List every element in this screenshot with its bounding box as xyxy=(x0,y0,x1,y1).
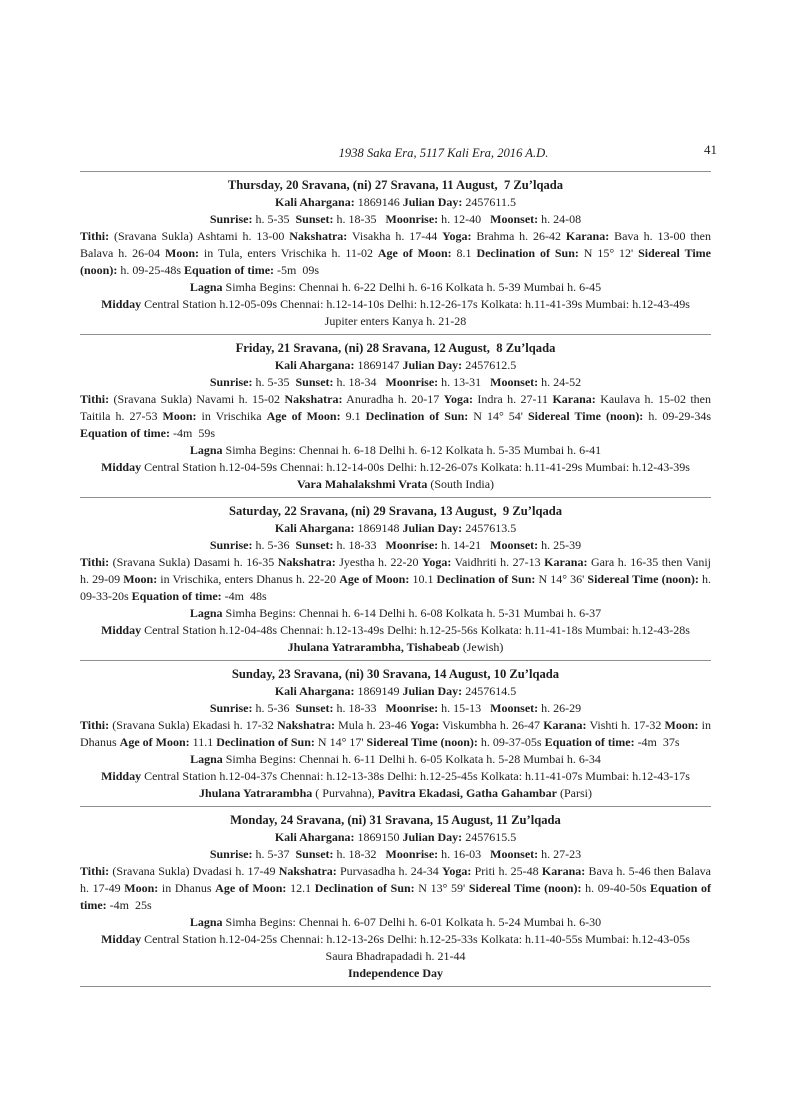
entry-title: Saturday, 22 Sravana, (ni) 29 Sravana, 13 August, 9 Zu’lqada xyxy=(228,504,563,518)
lagna-line xyxy=(80,605,711,622)
label-segment: Nakshatra: xyxy=(277,555,336,569)
value-segment: Priti h. 25-48 xyxy=(471,864,542,878)
label-segment: Midday xyxy=(101,932,142,946)
label-segment: Age of Moon: xyxy=(119,735,190,749)
value-segment: Bava h. 13-00 then Balava h. 26-04 xyxy=(80,229,714,260)
label-segment: Yoga: xyxy=(442,229,472,243)
label-segment: Yoga: xyxy=(409,718,440,732)
value-segment: (Sravana Sukla) Ekadasi h. 17-32 xyxy=(109,718,277,732)
value-segment: 2457614.5 xyxy=(462,684,517,698)
kali-julian-line xyxy=(80,194,711,211)
label-segment: Kali Ahargana: xyxy=(274,358,355,372)
value-segment: Gara h. 16-35 then Vanij h. 29-09 xyxy=(80,555,714,586)
value-segment: Central Station h.12-04-59s Chennai: h.12-14-00s Delhi: h.12-26-07s Kolkata: h.11-41-29s Mumbai: h.12-43-39s xyxy=(141,460,690,474)
value-segment: h. 18-33 xyxy=(333,701,386,715)
event-line xyxy=(80,948,711,965)
value-segment: Jupiter enters Kanya h. 21-28 xyxy=(324,314,467,328)
value-segment: ( Purvahna), xyxy=(312,786,378,800)
label-segment: Pavitra Ekadasi, Gatha Gahambar xyxy=(377,786,557,800)
label-segment: Moonrise: xyxy=(385,212,439,226)
value-segment: h. 09-37-05s xyxy=(477,735,545,749)
label-segment: Sunrise: xyxy=(209,212,253,226)
value-segment: N 13° 59' xyxy=(414,881,469,895)
event-line xyxy=(80,639,711,656)
panchanga-paragraph xyxy=(80,717,714,751)
label-segment: Yoga: xyxy=(442,864,472,878)
label-segment: Equation of time: xyxy=(184,263,275,277)
value-segment: h. 5-37 xyxy=(252,847,296,861)
entry-title: Monday, 24 Sravana, (ni) 31 Sravana, 15 August, 11 Zu’lqada xyxy=(230,813,561,827)
label-segment: Moonset: xyxy=(490,212,539,226)
label-segment: Sidereal Time (noon): xyxy=(587,572,699,586)
label-segment: Equation of time: xyxy=(80,426,170,440)
value-segment: (South India) xyxy=(427,477,495,491)
kali-julian-line xyxy=(80,683,711,700)
label-segment: Sunset: xyxy=(295,847,334,861)
label-segment: Julian Day: xyxy=(402,358,463,372)
value-segment: h. 18-33 xyxy=(333,538,386,552)
midday-line xyxy=(80,459,711,476)
label-segment: Declination of Sun: xyxy=(314,881,415,895)
entry-title: Thursday, 20 Sravana, (ni) 27 Sravana, 11 August, 7 Zu’lqada xyxy=(227,178,564,192)
value-segment: 2457611.5 xyxy=(462,195,516,209)
label-segment: Karana: xyxy=(544,555,588,569)
value-segment: (Jewish) xyxy=(459,640,504,654)
label-segment: Moon: xyxy=(165,246,199,260)
value-segment: (Sravana Sukla) Ashtami h. 13-00 xyxy=(109,229,290,243)
label-segment: Moon: xyxy=(123,572,158,586)
value-segment: h. 09-40-50s xyxy=(581,881,651,895)
label-segment: Moonset: xyxy=(490,375,539,389)
label-segment: Sidereal Time (noon): xyxy=(366,735,478,749)
label-segment: Sunset: xyxy=(295,375,334,389)
value-segment: 1869148 xyxy=(354,521,403,535)
value-segment: Simha Begins: Chennai h. 6-07 Delhi h. 6-01 Kolkata h. 5-24 Mumbai h. 6-30 xyxy=(222,915,602,929)
rise-set-line xyxy=(80,211,711,228)
label-segment: Sunrise: xyxy=(209,847,253,861)
value-segment: h. 24-08 xyxy=(538,212,582,226)
label-segment: Declination of Sun: xyxy=(216,735,315,749)
value-segment: N 14° 54' xyxy=(468,409,528,423)
event-line xyxy=(80,476,711,493)
value-segment: Simha Begins: Chennai h. 6-22 Delhi h. 6-16 Kolkata h. 5-39 Mumbai h. 6-45 xyxy=(222,280,602,294)
label-segment: Sidereal Time (noon): xyxy=(468,881,582,895)
page-header xyxy=(80,142,717,166)
value-segment: 8.1 xyxy=(451,246,477,260)
lagna-line xyxy=(80,751,711,768)
label-segment: Moon: xyxy=(162,409,197,423)
value-segment: 2457612.5 xyxy=(462,358,517,372)
lagna-line xyxy=(80,279,711,296)
midday-line xyxy=(80,622,711,639)
value-segment: N 15° 12' xyxy=(578,246,639,260)
value-segment: Viskumbha h. 26-47 xyxy=(439,718,544,732)
value-segment: 1869149 xyxy=(354,684,403,698)
label-segment: Declination of Sun: xyxy=(476,246,579,260)
value-segment: Bava h. 5-46 then Balava h. 17-49 xyxy=(80,864,714,895)
value-segment: in Tula, enters Vrischika h. 11-02 xyxy=(199,246,378,260)
label-segment: Tithi: xyxy=(80,229,110,243)
value-segment: N 14° 36' xyxy=(535,572,588,586)
label-segment: Declination of Sun: xyxy=(365,409,469,423)
label-segment: Lagna xyxy=(190,752,223,766)
value-segment: Anuradha h. 20-17 xyxy=(342,392,444,406)
label-segment: Nakshatra: xyxy=(276,718,335,732)
value-segment: h. 18-35 xyxy=(333,212,386,226)
label-segment: Sunset: xyxy=(295,538,334,552)
label-segment: Kali Ahargana: xyxy=(274,521,355,535)
label-segment: Moonrise: xyxy=(385,701,439,715)
entry-title: Friday, 21 Sravana, (ni) 28 Sravana, 12 August, 8 Zu’lqada xyxy=(235,341,556,355)
label-segment: Sunrise: xyxy=(209,701,253,715)
event-line xyxy=(80,785,711,802)
day-entry xyxy=(80,662,714,805)
value-segment: h. 18-34 xyxy=(333,375,386,389)
label-segment: Lagna xyxy=(189,280,223,294)
label-segment: Midday xyxy=(101,297,142,311)
day-entry xyxy=(80,173,715,333)
label-segment: Equation of time: xyxy=(80,881,715,912)
label-segment: Julian Day: xyxy=(402,195,463,209)
value-segment: h. 5-36 xyxy=(252,538,296,552)
kali-julian-line xyxy=(80,520,711,537)
value-segment: Simha Begins: Chennai h. 6-14 Delhi h. 6-08 Kolkata h. 5-31 Mumbai h. 6-37 xyxy=(222,606,602,620)
label-segment: Lagna xyxy=(189,915,223,929)
value-segment: (Parsi) xyxy=(556,786,592,800)
label-segment: Kali Ahargana: xyxy=(274,830,355,844)
label-segment: Nakshatra: xyxy=(284,392,343,406)
section-divider xyxy=(80,806,711,807)
header-rule xyxy=(80,171,711,172)
value-segment: (Sravana Sukla) Navami h. 15-02 xyxy=(109,392,285,406)
value-segment: in Dhanus xyxy=(80,718,714,749)
label-segment: Moonrise: xyxy=(385,375,439,389)
value-segment: Indra h. 27-11 xyxy=(473,392,553,406)
value-segment: -4m 59s xyxy=(170,426,215,440)
value-segment: h. 25-39 xyxy=(538,538,582,552)
label-segment: Age of Moon: xyxy=(339,572,410,586)
label-segment: Julian Day: xyxy=(402,830,463,844)
value-segment: Vishti h. 17-32 xyxy=(586,718,665,732)
value-segment: h. 5-36 xyxy=(252,701,296,715)
value-segment: h. 24-52 xyxy=(538,375,582,389)
value-segment: Kaulava h. 15-02 then Taitila h. 27-53 xyxy=(80,392,714,423)
rise-set-line xyxy=(80,374,711,391)
rise-set-line xyxy=(80,537,711,554)
value-segment: (Sravana Sukla) Dasami h. 16-35 xyxy=(109,555,278,569)
label-segment: Karana: xyxy=(552,392,596,406)
day-entry xyxy=(80,336,714,496)
value-segment: h. 18-32 xyxy=(333,847,386,861)
value-segment: h. 15-13 xyxy=(438,701,491,715)
label-segment: Moonset: xyxy=(490,847,539,861)
lagna-line xyxy=(80,442,711,459)
value-segment: Visakha h. 17-44 xyxy=(347,229,443,243)
value-segment: in Dhanus xyxy=(158,881,216,895)
value-segment: -4m 37s xyxy=(634,735,680,749)
value-segment: Central Station h.12-04-48s Chennai: h.12-13-49s Delhi: h.12-25-56s Kolkata: h.11-41-18s Mumbai: h.12-43-28s xyxy=(141,623,690,637)
value-segment: 11.1 xyxy=(189,735,217,749)
rise-set-line xyxy=(80,846,711,863)
day-entries xyxy=(80,173,715,987)
value-segment: in Vrischika xyxy=(196,409,267,423)
entry-title: Sunday, 23 Sravana, (ni) 30 Sravana, 14 August, 10 Zu’lqada xyxy=(231,667,560,681)
label-segment: Lagna xyxy=(189,606,223,620)
midday-line xyxy=(80,768,711,785)
kali-julian-line xyxy=(80,357,711,374)
label-segment: Moonset: xyxy=(490,701,539,715)
rise-set-line xyxy=(80,700,711,717)
value-segment: h. 27-23 xyxy=(538,847,582,861)
label-segment: Jhulana Yatrarambha, Tishabeab xyxy=(287,640,460,654)
value-segment: 10.1 xyxy=(409,572,437,586)
value-segment: h. 13-31 xyxy=(438,375,491,389)
value-segment: h. 5-35 xyxy=(252,375,296,389)
label-segment: Nakshatra: xyxy=(278,864,337,878)
value-segment: -5m 09s xyxy=(274,263,320,277)
value-segment: 1869147 xyxy=(354,358,403,372)
label-segment: Sidereal Time (noon): xyxy=(527,409,644,423)
value-segment: h. 09-25-48s xyxy=(117,263,185,277)
value-segment: Brahma h. 26-42 xyxy=(471,229,566,243)
label-segment: Nakshatra: xyxy=(289,229,348,243)
page-number: 41 xyxy=(704,142,717,157)
label-segment: Moonset: xyxy=(490,538,539,552)
holiday-line xyxy=(80,965,711,982)
era-title: 1938 Saka Era, 5117 Kali Era, 2016 A.D. xyxy=(338,146,549,160)
label-segment: Tithi: xyxy=(80,718,110,732)
midday-line xyxy=(80,931,711,948)
value-segment: 1869146 xyxy=(354,195,403,209)
label-segment: Moon: xyxy=(124,881,159,895)
section-divider xyxy=(80,497,711,498)
label-segment: Moon: xyxy=(664,718,699,732)
label-segment: Tithi: xyxy=(80,392,110,406)
section-divider xyxy=(80,660,711,661)
value-segment: 2457613.5 xyxy=(462,521,517,535)
label-segment: Tithi: xyxy=(80,864,110,878)
label-segment: Midday xyxy=(101,769,142,783)
label-segment: Sunrise: xyxy=(209,375,253,389)
value-segment: Simha Begins: Chennai h. 6-18 Delhi h. 6-12 Kolkata h. 5-35 Mumbai h. 6-41 xyxy=(222,443,602,457)
panchanga-paragraph xyxy=(80,391,714,442)
label-segment: Sunrise: xyxy=(209,538,253,552)
label-segment: Midday xyxy=(101,623,142,637)
day-entry xyxy=(80,808,715,985)
label-segment: Equation of time: xyxy=(131,589,222,603)
event-line xyxy=(80,313,711,330)
section-divider xyxy=(80,986,711,987)
value-segment: Central Station h.12-05-09s Chennai: h.12-14-10s Delhi: h.12-26-17s Kolkata: h.11-41-39s Mumbai: h.12-43-49s xyxy=(141,297,690,311)
value-segment: 1869150 xyxy=(354,830,403,844)
value-segment: Simha Begins: Chennai h. 6-11 Delhi h. 6-05 Kolkata h. 5-28 Mumbai h. 6-34 xyxy=(222,752,601,766)
value-segment: h. 09-33-20s xyxy=(80,572,715,603)
day-entry xyxy=(80,499,715,659)
value-segment: 2457615.5 xyxy=(462,830,517,844)
label-segment: Age of Moon: xyxy=(377,246,452,260)
midday-line xyxy=(80,296,711,313)
panchanga-paragraph xyxy=(80,863,715,914)
value-segment: Central Station h.12-04-37s Chennai: h.12-13-38s Delhi: h.12-25-45s Kolkata: h.11-41-07s Mumbai: h.12-43-17s xyxy=(141,769,690,783)
kali-julian-line xyxy=(80,829,711,846)
value-segment: Vaidhriti h. 27-13 xyxy=(451,555,545,569)
value-segment: in Vrischika, enters Dhanus h. 22-20 xyxy=(157,572,340,586)
value-segment: N 14° 17' xyxy=(314,735,367,749)
value-segment: Saura Bhadrapadadi h. 21-44 xyxy=(325,949,466,963)
value-segment: -4m 25s xyxy=(106,898,152,912)
lagna-line xyxy=(80,914,711,931)
value-segment: h. 16-03 xyxy=(438,847,491,861)
label-segment: Vara Mahalakshmi Vrata xyxy=(296,477,428,491)
label-segment: Sunset: xyxy=(295,701,334,715)
label-segment: Karana: xyxy=(565,229,610,243)
label-segment: Sidereal Time (noon): xyxy=(80,246,715,277)
value-segment: -4m 48s xyxy=(221,589,267,603)
label-segment: Declination of Sun: xyxy=(436,572,536,586)
value-segment: (Sravana Sukla) Dvadasi h. 17-49 xyxy=(109,864,279,878)
label-segment: Sunset: xyxy=(295,212,334,226)
value-segment: 9.1 xyxy=(340,409,366,423)
label-segment: Kali Ahargana: xyxy=(274,684,355,698)
label-segment: Tithi: xyxy=(80,555,110,569)
value-segment: h. 12-40 xyxy=(438,212,491,226)
panchanga-paragraph xyxy=(80,554,715,605)
value-segment: h. 09-29-34s xyxy=(643,409,714,423)
label-segment: Yoga: xyxy=(443,392,474,406)
label-segment: Karana: xyxy=(543,718,587,732)
label-segment: Age of Moon: xyxy=(215,881,287,895)
value-segment: h. 5-35 xyxy=(252,212,296,226)
value-segment: h. 14-21 xyxy=(438,538,491,552)
label-segment: Age of Moon: xyxy=(266,409,341,423)
label-segment: Kali Ahargana: xyxy=(275,195,355,209)
value-segment: h. 26-29 xyxy=(538,701,582,715)
section-divider xyxy=(80,334,711,335)
label-segment: Moonrise: xyxy=(385,847,439,861)
value-segment: 12.1 xyxy=(286,881,315,895)
label-segment: Karana: xyxy=(541,864,586,878)
label-segment: Independence Day xyxy=(347,966,443,980)
label-segment: Lagna xyxy=(189,443,223,457)
label-segment: Jhulana Yatrarambha xyxy=(199,786,313,800)
label-segment: Equation of time: xyxy=(544,735,635,749)
label-segment: Midday xyxy=(101,460,142,474)
label-segment: Moonrise: xyxy=(385,538,439,552)
label-segment: Julian Day: xyxy=(402,521,463,535)
panchanga-paragraph xyxy=(80,228,715,279)
value-segment: Jyestha h. 22-20 xyxy=(335,555,423,569)
label-segment: Yoga: xyxy=(422,555,452,569)
value-segment: Purvasadha h. 24-34 xyxy=(336,864,442,878)
value-segment: Central Station h.12-04-25s Chennai: h.12-13-26s Delhi: h.12-25-33s Kolkata: h.11-40-55s Mumbai: h.12-43-05s xyxy=(141,932,690,946)
label-segment: Julian Day: xyxy=(402,684,463,698)
value-segment: Mula h. 23-46 xyxy=(334,718,410,732)
